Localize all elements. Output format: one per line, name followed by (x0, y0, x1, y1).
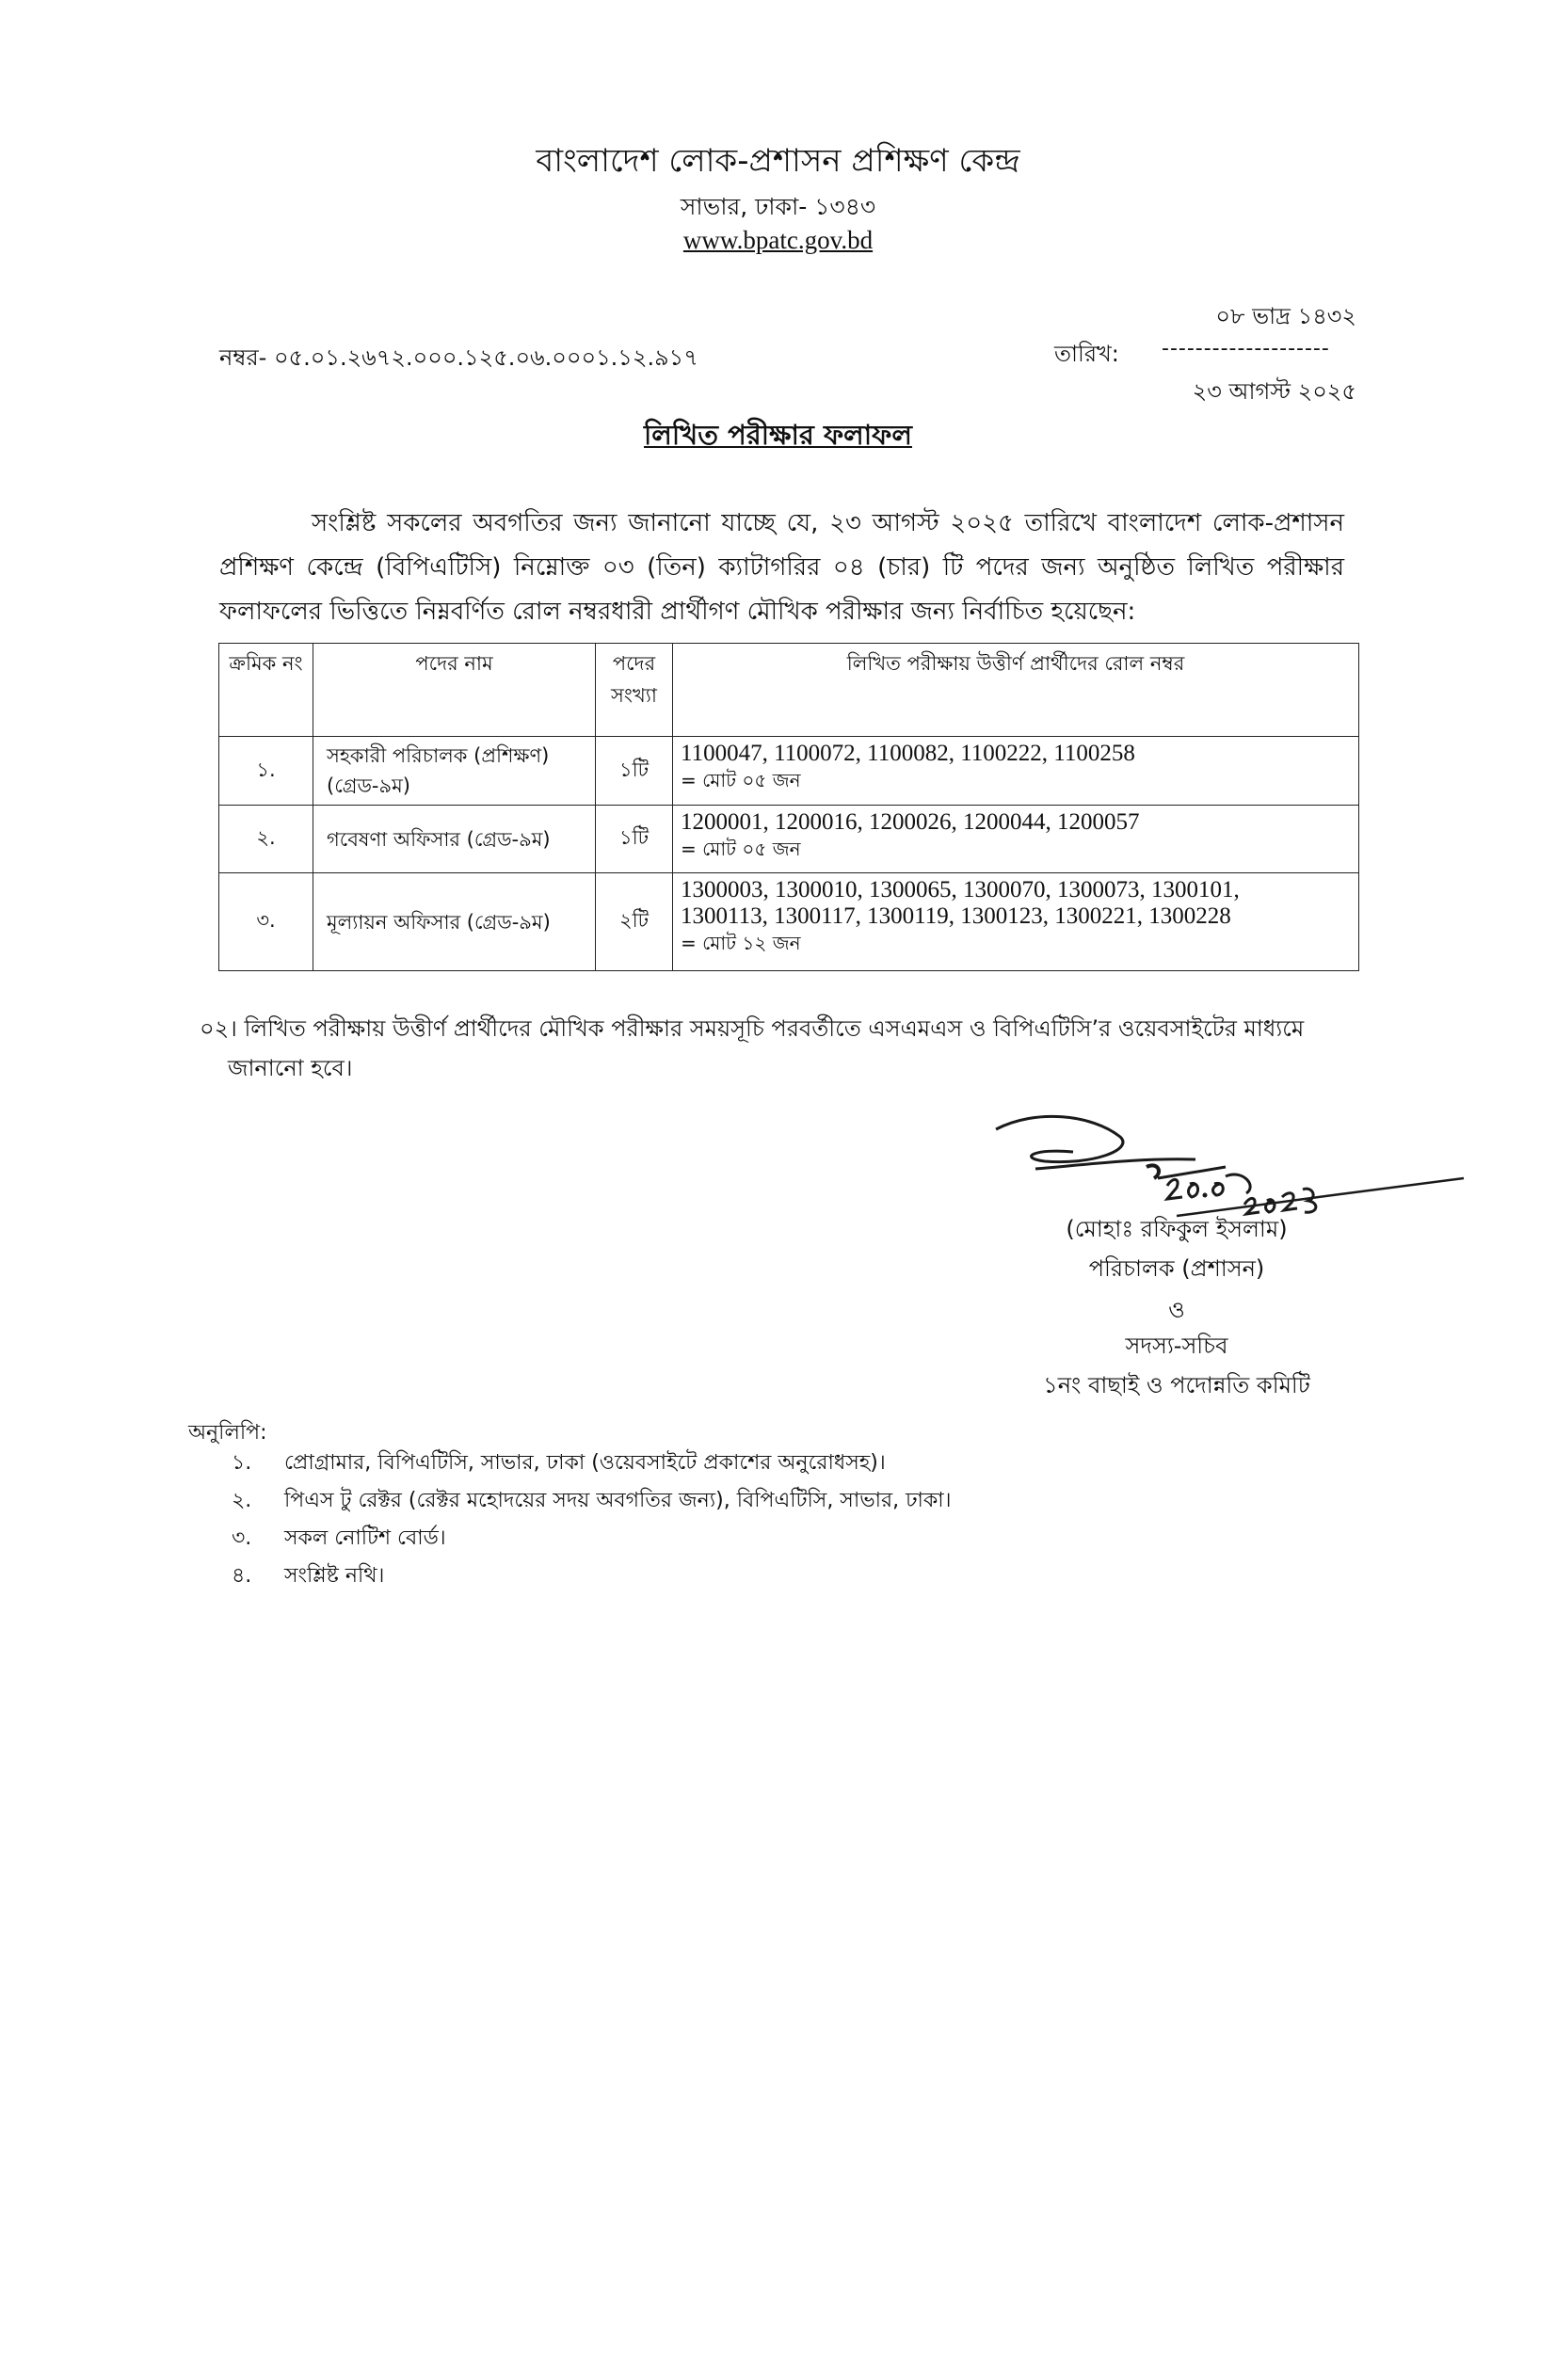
header-post-count: পদের সংখ্যা (596, 644, 673, 737)
row-post-name: মূল্যায়ন অফিসার (গ্রেড-৯ম) (313, 873, 596, 971)
row-roll-numbers (673, 873, 1359, 971)
row-roll-numbers (673, 737, 1359, 806)
signatory-designation: পরিচালক (প্রশাসন) (1088, 1255, 1265, 1282)
roll-total: = মোট ০৫ জন (681, 769, 801, 791)
roll-line: 1200001, 1200016, 1200026, 1200044, 1200057 (681, 809, 1140, 835)
website-link[interactable]: www.bpatc.gov.bd (682, 226, 874, 254)
roll-line: 1300113, 1300117, 1300119, 1300123, 1300221, 1300228 (681, 903, 1231, 929)
date-label: তারিখ: (1054, 341, 1119, 367)
header-serial: ক্রমিক নং (219, 644, 313, 737)
list-item (232, 1520, 952, 1557)
list-item-text: প্রোগ্রামার, বিপিএটিসি, সাভার, ঢাকা (ওয়েবসাইটে প্রকাশের অনুরোধসহ)। (284, 1451, 886, 1475)
signatory-role: সদস্য-সচিব (1125, 1333, 1228, 1359)
row-post-name: সহকারী পরিচালক (প্রশিক্ষণ) (গ্রেড-৯ম) (313, 737, 596, 806)
roll-line: 1100047, 1100072, 1100082, 1100222, 1100258 (681, 741, 1135, 766)
list-item-text: সকল নোটিশ বোর্ড। (284, 1526, 446, 1550)
row-serial: ৩. (219, 873, 313, 971)
row-post-count: ২টি (596, 873, 673, 971)
list-item (232, 1557, 952, 1595)
row-serial: ২. (219, 806, 313, 873)
roll-total: = মোট ১২ জন (681, 932, 801, 954)
list-item-number: ২. (232, 1489, 252, 1512)
row-serial: ১. (219, 737, 313, 806)
organization-name: বাংলাদেশ লোক-প্রশাসন প্রশিক্ষণ কেন্দ্র (536, 142, 1020, 180)
signatory-name: (মোহাঃ রফিকুল ইসলাম) (1066, 1216, 1288, 1242)
list-item (232, 1482, 952, 1520)
row-post-count: ১টি (596, 806, 673, 873)
memo-number: নম্বর- ০৫.০১.২৬৭২.০০০.১২৫.০৬.০০০১.১২.৯১৭ (219, 344, 698, 371)
list-item-number: ১. (232, 1451, 252, 1475)
table-header-row (219, 644, 1359, 737)
table-row (219, 806, 1359, 873)
row-post-count: ১টি (596, 737, 673, 806)
note-line-2: জানানো হবে। (228, 1055, 353, 1081)
header-post-name: পদের নাম (313, 644, 596, 737)
date-bangla: ০৮ ভাদ্র ১৪৩২ (1215, 303, 1356, 329)
note-paragraph (200, 1009, 1404, 1088)
organization-address: সাভার, ঢাকা- ১৩৪৩ (680, 193, 876, 220)
list-item-number: ৪. (232, 1564, 252, 1588)
list-item-number: ৩. (232, 1526, 252, 1550)
table-row (219, 873, 1359, 971)
note-number: ০২। (200, 1015, 237, 1042)
list-item-text: পিএস টু রেক্টর (রেক্টর মহোদয়ের সদয় অবগতির জন্য), বিপিএটিসি, সাভার, ঢাকা। (284, 1489, 952, 1512)
subject-title: লিখিত পরীক্ষার ফলাফল (643, 419, 912, 451)
row-roll-numbers (673, 806, 1359, 873)
note-text: লিখিত পরীক্ষায় উত্তীর্ণ প্রার্থীদের মৌখিক পরীক্ষার সময়সূচি পরবর্তীতে এসএমএস ও বিপিএটিসি’র ওয়েবসাইটের মাধ্যমে (244, 1015, 1305, 1042)
list-item-text: সংশ্লিষ্ট নথি। (284, 1564, 385, 1588)
note-line-1 (200, 1009, 1404, 1048)
signatory-conjunction: ও (1168, 1297, 1185, 1323)
roll-line: 1300003, 1300010, 1300065, 1300070, 1300073, 1300101, (681, 877, 1240, 902)
copy-to-list (232, 1445, 952, 1595)
header-roll-numbers: লিখিত পরীক্ষায় উত্তীর্ণ প্রার্থীদের রোল নম্বর (673, 644, 1359, 737)
signatory-committee: ১নং বাছাই ও পদোন্নতি কমিটি (1043, 1372, 1310, 1398)
table-row (219, 737, 1359, 806)
roll-total: = মোট ০৫ জন (681, 838, 801, 860)
list-item (232, 1445, 952, 1482)
date-separator: -------------------- (1162, 337, 1330, 360)
body-paragraph: সংশ্লিষ্ট সকলের অবগতির জন্য জানানো যাচ্ছে যে, ২৩ আগস্ট ২০২৫ তারিখে বাংলাদেশ লোক-প্রশাসন প্রশিক্ষণ কেন্দ্রে (বিপিএটিসি) নিম্নোক্ত ০৩ (তিন) ক্যাটাগরির ০৪ (চার) টি পদের জন্য অনুষ্ঠিত লিখিত পরীক্ষার ফলাফলের ভিত্তিতে নিম্নবর্ণিত রোল নম্বরধারী প্রার্থীগণ মৌখিক পরীক্ষার জন্য নির্বাচিত হয়েছেন: (219, 509, 1344, 626)
date-english: ২৩ আগস্ট ২০২৫ (1192, 378, 1356, 405)
results-table (218, 643, 1359, 971)
copy-to-heading: অনুলিপি: (188, 1421, 267, 1445)
row-post-name: গবেষণা অফিসার (গ্রেড-৯ম) (313, 806, 596, 873)
